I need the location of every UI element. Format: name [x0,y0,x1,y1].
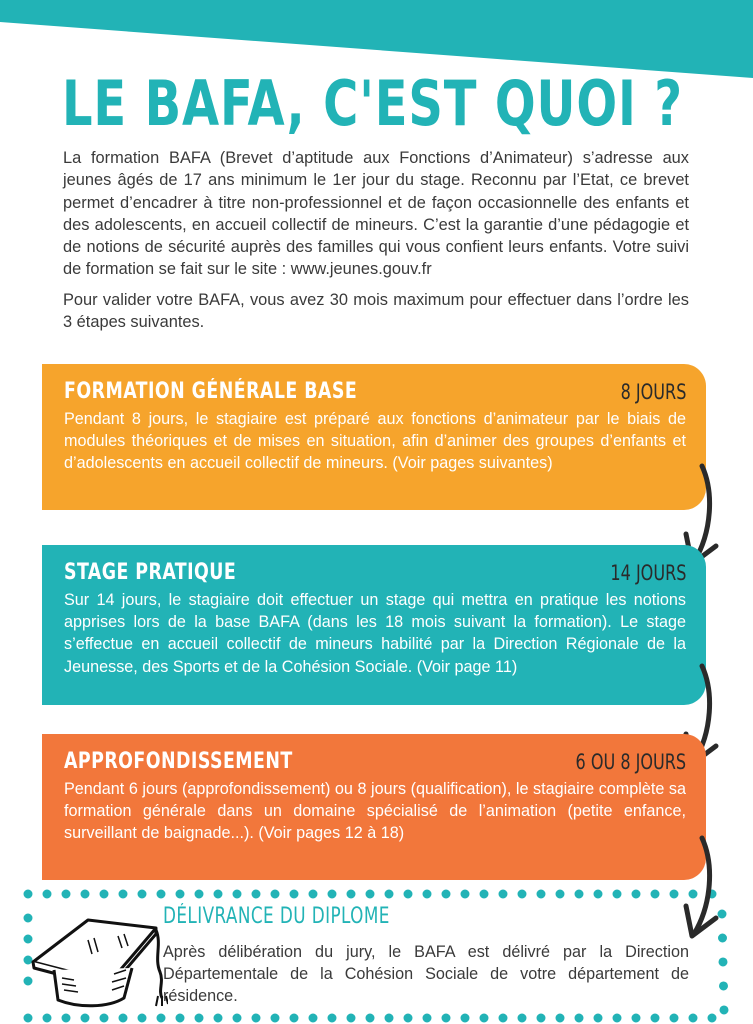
intro-paragraph-2: Pour valider votre BAFA, vous avez 30 mois maximum pour effectuer dans l’ordre les 3 étapes suivantes. [63,290,689,332]
step-title: STAGE PRATIQUE [64,560,237,585]
step-card-formation-generale [42,364,706,510]
step-description: Pendant 8 jours, le stagiaire est préparé aux fonctions d’animateur par le biais de modules théoriques et de mises en situation, afin d’animer des groupes d’enfants et d’adolescents en accueil collectif de mineurs. (Voir pages suivantes) [64,410,686,473]
intro-text [63,147,689,341]
step-description: Pendant 6 jours (approfondissement) ou 8 jours (qualification), le stagiaire complète sa formation générale dans un domaine spécialisé de l’animation (petite enfance, surveillant de baignade...). (Voir pages 12 à 18) [64,780,686,843]
step-card-stage-pratique [42,545,706,705]
step-duration: 14 JOURS [609,561,686,585]
step-description: Sur 14 jours, le stagiaire doit effectuer un stage qui mettra en pratique les notions apprises lors de la base BAFA (dans les 18 mois suivant la formation). Le stage s’effectue en accueil collectif de mineurs habilité par la Direction Régionale de la Jeunesse, des Sports et de la Cohésion Sociale. (Voir page 11) [64,591,686,676]
step-card-approfondissement [42,734,706,880]
step-duration: 6 OU 8 JOURS [575,750,686,774]
diploma-description: Après délibération du jury, le BAFA est délivré par la Direction Départementale de la Cohésion Sociale de votre département de résidence. [163,943,689,1006]
diploma-section [18,880,735,1024]
step-title: FORMATION GÉNÉRALE BASE [64,379,358,404]
graduation-cap-icon [28,900,168,1010]
arrow-down-icon [680,834,730,944]
page-title: LE BAFA, C'EST QUOI ? [62,67,683,140]
step-title: APPROFONDISSEMENT [64,749,293,774]
intro-paragraph-1: La formation BAFA (Brevet d’aptitude aux Fonctions d’Animateur) s’adresse aux jeunes âgés de 17 ans minimum le 1er jour du stage. Reconnu par l’Etat, ce brevet permet d’encadrer à titre non-professionnel et de façon occasionnelle des enfants et des adolescents, en accueil collectif de mineurs. C’est la garantie d’une pédagogie et de notions de sécurité auprès des familles qui vous confient leurs enfants. Votre suivi de formation se fait sur le site : www.jeunes.gouv.fr [63,149,689,279]
step-duration: 8 JOURS [620,380,686,404]
diploma-title: DÉLIVRANCE DU DIPLOME [163,904,390,929]
